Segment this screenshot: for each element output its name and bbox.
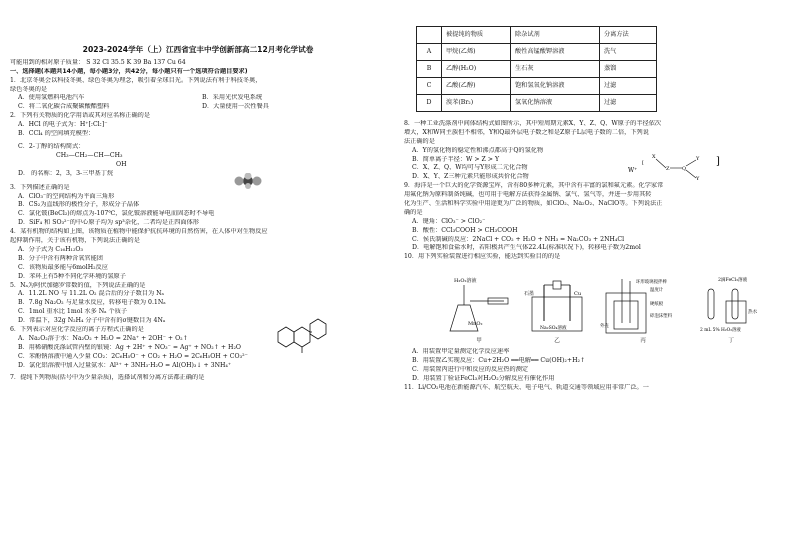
table-cell: 过滤 xyxy=(600,78,657,95)
option-c: C．该物质最多能与6molH₂反应 xyxy=(18,263,108,271)
option-a: A．ClO₃⁻的空间结构为平面三角形 xyxy=(18,192,115,200)
table-cell: 乙醇(H₂O) xyxy=(442,61,511,78)
question-stem: 8．一种工业洗涤剂中间体结构式如图所示，其中短周期元素X、Y、Z、Q、W原子的半径依次 xyxy=(404,120,662,127)
option-d: D．大量使用一次性餐具 xyxy=(202,103,269,111)
apparatus-label: Cu xyxy=(574,291,582,298)
ccl4-model-image xyxy=(228,173,268,189)
table-cell xyxy=(417,27,442,44)
option-b: B．酸性：CCl₃COOH > CH₃COOH xyxy=(412,226,518,234)
table-row xyxy=(417,61,657,78)
option-d: D．苯环上有5种不同化学环境的氢原子 xyxy=(18,272,126,280)
option-a: A．分子式为 C₁₆H₁₂O₃ xyxy=(18,245,83,253)
question-stem: 6．下列表示对应化学反应的离子方程式正确的是 xyxy=(10,325,144,333)
section-heading: 一、选择题(本题共14小题，每小题3分，共42分，每小题只有一个选项符合题目要求) xyxy=(10,67,248,75)
apparatus-label: MnO₂ xyxy=(468,321,483,328)
svg-text:]: ] xyxy=(716,156,720,167)
apparatus-label: 温度计 xyxy=(650,288,664,294)
apparatus-caption: 乙 xyxy=(554,338,560,345)
apparatus-label: H₂O₂溶液 xyxy=(454,278,477,285)
question-stem: 1．北京冬奥会以科技冬奥、绿色冬奥为理念，吸引着全球目光。下列说法有利于科技冬奥， xyxy=(10,76,262,84)
option-c: C．用装置丙进行中和反应的反应热的测定 xyxy=(412,366,529,374)
option-c: C．氯化铍(BeCl₂)的熔点为-107℃，氯化铍溶液能导电而固态时不导电 xyxy=(18,210,215,218)
apparatus-label: 碎泡沫塑料 xyxy=(650,314,672,320)
option-a: A．HCl 的电子式为：H⁺[:Cl:]⁻ xyxy=(18,121,108,129)
table-cell: 饱和氢氧化钠溶液 xyxy=(511,78,600,95)
option-a: A．Y的氢化物的稳定性和沸点都高于Q的氢化物 xyxy=(412,146,544,154)
option-c: C．将二氧化碳合成聚碳酸酯塑料 xyxy=(18,103,110,111)
apparatus-label: 石墨 xyxy=(524,291,535,298)
table-row xyxy=(417,44,657,61)
structure-label: Z xyxy=(666,166,670,172)
option-d: D．常温下，32g N₂H₄ 分子中含有的σ键数目为 4Nₐ xyxy=(18,317,166,325)
apparatus-label: 环形玻璃搅拌棒 xyxy=(636,280,667,286)
table-cell: B xyxy=(417,61,442,78)
table-cell: 溴苯(Br₂) xyxy=(442,95,511,112)
page-title: 2023-2024学年（上）江西省宜丰中学创新部高二12月考化学试卷 xyxy=(82,45,314,54)
table-cell: D xyxy=(417,95,442,112)
table-cell: 氢氧化钠溶液 xyxy=(511,95,600,112)
flask-syringe-image xyxy=(444,275,514,337)
table-cell: 除杂试剂 xyxy=(511,27,600,44)
option-a: A．使用氢燃料电池汽车 xyxy=(18,94,85,102)
option-d: D．氯化铝溶液中加入过量氨水：Al³⁺ + 3NH₃·H₂O = Al(OH)₃↓ + 3NH₄⁺ xyxy=(18,361,232,369)
table-cell: 甲烷(乙烯) xyxy=(442,44,511,61)
purification-table xyxy=(416,26,657,112)
question-stem: 5．Nₐ为阿伏加德罗常数的值，下列说法正确的是 xyxy=(10,281,146,289)
apparatus-caption: 甲 xyxy=(476,338,482,345)
question-stem: 3．下列描述正确的是 xyxy=(10,183,70,191)
option-c: C．1mol 重水比 1mol 水多 Nₐ 个质子 xyxy=(18,308,128,316)
structure-label: Q xyxy=(682,166,687,172)
question-8 xyxy=(404,120,786,182)
calorimeter-image xyxy=(600,275,686,337)
apparatus-caption: 丁 xyxy=(728,338,734,345)
table-cell: 过滤 xyxy=(600,95,657,112)
question-stem: 确的是 xyxy=(404,208,423,216)
option-d: D．SiF₄ 和 SO₃²⁻的中心原子均为 sp³杂化，二者均是正四面体形 xyxy=(18,219,199,227)
test-tubes-image xyxy=(696,275,766,337)
question-stem: 增大，X和W同主族但不相邻，Y和Q最外层电子数之和是Z原子L层电子数的二倍，下列说 xyxy=(404,128,649,136)
table-header-row xyxy=(417,27,657,44)
question-1 xyxy=(10,77,386,113)
table-row xyxy=(417,78,657,95)
apparatus-ding xyxy=(696,275,766,346)
question-stem: 9．海洋是一个巨大的化学资源宝库，含有80多种元素，其中含有丰富的氯和氟元素。化学家常 xyxy=(404,182,664,190)
question-10 xyxy=(404,253,786,383)
option-a: A．11.2L NO 与 11.2L O₂ 混合后的分子数目为 Nₐ xyxy=(18,290,164,298)
apparatus-yi xyxy=(524,275,590,346)
question-11: 11．Li/CO₂电池在新能源汽车、航空航天、电子电气、轨道交通等领域应用非常广泛。一 xyxy=(404,383,649,391)
option-b: B．CCl₄ 的空间填充模型： xyxy=(18,130,95,138)
option-a: A．用装置甲定量测定化学反应速率 xyxy=(412,348,510,356)
option-c: C．苯酚钠溶液中通入少量 CO₂：2C₆H₅O⁻ + CO₂ + H₂O = 2C₆H₅OH + CO₃²⁻ xyxy=(18,352,248,360)
apparatus-label: 外壳 xyxy=(600,324,609,330)
table-row xyxy=(417,95,657,112)
question-3 xyxy=(10,184,386,228)
table-cell: 乙酸(乙醇) xyxy=(442,78,511,95)
question-stem: 起抑制作用，关于该有机物，下列说法正确的是 xyxy=(10,237,140,245)
table-cell: 分离方法 xyxy=(600,27,657,44)
option-d: D．电解饱和食盐水时，若阳极共产生气体22.4L(标准状况下)，转移电子数为2mol xyxy=(412,244,641,252)
structure-label: W⁺ xyxy=(628,167,638,174)
option-c: C．侯氏制碱的反应：2NaCl + CO₂ + H₂O + NH₃ = Na₂CO₃ + 2NH₄Cl xyxy=(412,235,625,243)
apparatus-label: 热水 xyxy=(748,310,758,316)
option-c: C．2-丁醇的结构简式： xyxy=(18,143,85,151)
svg-text:[: [ xyxy=(642,160,644,166)
question-4 xyxy=(10,228,386,281)
structure-formula: CH₃—CH₂—CH—CH₃ xyxy=(56,151,123,159)
question-2 xyxy=(10,112,386,183)
question-7: 7．提纯下列物质(括号中为少量杂质)，选择试剂和分离方法都正确的是 xyxy=(10,374,205,382)
option-d: D． 的名称：2，3，3-三甲基丁烷 xyxy=(18,169,114,177)
option-b: B．CS₂为直线形的极性分子，形成分子晶体 xyxy=(18,201,140,209)
intermediate-structure-image xyxy=(626,146,736,194)
right-column xyxy=(404,0,786,393)
option-a: A．Na₂O₂溶于水：Na₂O₂ + H₂O = 2Na⁺ + 2OH⁻ + O₂↑ xyxy=(18,334,188,342)
option-d: D．X、Y、Z三种元素只能形成共价化合物 xyxy=(412,173,529,181)
table-cell: 被提纯的物质 xyxy=(442,27,511,44)
apparatus-label: 硬纸板 xyxy=(650,302,664,308)
structure-formula-sub: OH xyxy=(116,160,127,168)
flavonol-structure-image xyxy=(270,318,330,358)
apparatus-label: 2 mL 5% H₂O₂溶液 xyxy=(700,328,741,334)
option-b: B．分子中含有两种含氧官能团 xyxy=(18,254,103,262)
structure-label: Y xyxy=(696,156,700,162)
structure-label: Y xyxy=(696,176,700,182)
option-b: B．采用光伏发电系统 xyxy=(202,94,263,102)
electrolysis-cell-image xyxy=(524,275,590,337)
apparatus-caption: 丙 xyxy=(640,338,646,345)
question-stem: 用氟化钠为原料制备纯碱，也可用于电解方法获得金属钠、氯气、氢气等，并进一步用其转 xyxy=(404,191,652,199)
table-cell: 生石灰 xyxy=(511,61,600,78)
table-cell: 洗气 xyxy=(600,44,657,61)
table-cell: 蒸馏 xyxy=(600,61,657,78)
apparatus-label: Na₂SO₄溶液 xyxy=(540,326,567,332)
option-b: B．用装置乙实现反应：Cu+2H₂O ══电解══ Cu(OH)₂+H₂↑ xyxy=(412,357,586,365)
question-stem: 化为生产、生活和科学实验中用途更为广泛的物质，如ClO₂、Na₂O₂、NaClO等。下列说法正 xyxy=(404,200,663,208)
structure-label: X xyxy=(652,154,656,160)
option-c: C．X、Z、Q、W均可与Y形成二元化合物 xyxy=(412,164,528,172)
option-b: B．7.8g Na₂O₂ 与足量水反应，转移电子数为 0.1Nₐ xyxy=(18,299,166,307)
apparatus-jia xyxy=(444,275,514,346)
table-cell: 酸性高锰酸钾溶液 xyxy=(511,44,600,61)
apparatus-bing xyxy=(600,275,686,346)
table-cell: A xyxy=(417,44,442,61)
apparatus-label: 2滴FeCl₃溶液 xyxy=(718,278,748,284)
question-stem: 4．某有机物的结构如上图，该物质在植物中能保护抗抗环境的自然伤害，在人体中对生物反应 xyxy=(10,228,268,236)
apparatus-figures xyxy=(444,264,786,346)
question-stem: 法正确的是 xyxy=(404,137,435,145)
question-stem: 绿色冬奥的是 xyxy=(10,85,48,93)
option-d: D．用装置丁验证FeCl₃对H₂O₂分解反应有催化作用 xyxy=(412,374,555,382)
option-b: B．简单离子半径：W > Z > Y xyxy=(412,155,500,163)
table-cell: C xyxy=(417,78,442,95)
question-stem: 10．用下列实验装置进行相应实验，能达到实验目的的是 xyxy=(404,253,561,261)
option-b: B．用稀硝酸洗涤试管内壁的银镜：Ag + 2H⁺ + NO₃⁻ = Ag⁺ + NO₂↑ + H₂O xyxy=(18,343,242,351)
question-stem: 2．下列有关物质的化学用语或其对应名称正确的是 xyxy=(10,112,151,120)
option-a: A．键角：ClO₃⁻ > ClO₂⁻ xyxy=(412,217,486,225)
atomic-masses: 可能用到的相对原子质量： S 32 Cl 35.5 K 39 Ba 137 Cu 64 xyxy=(10,58,186,66)
